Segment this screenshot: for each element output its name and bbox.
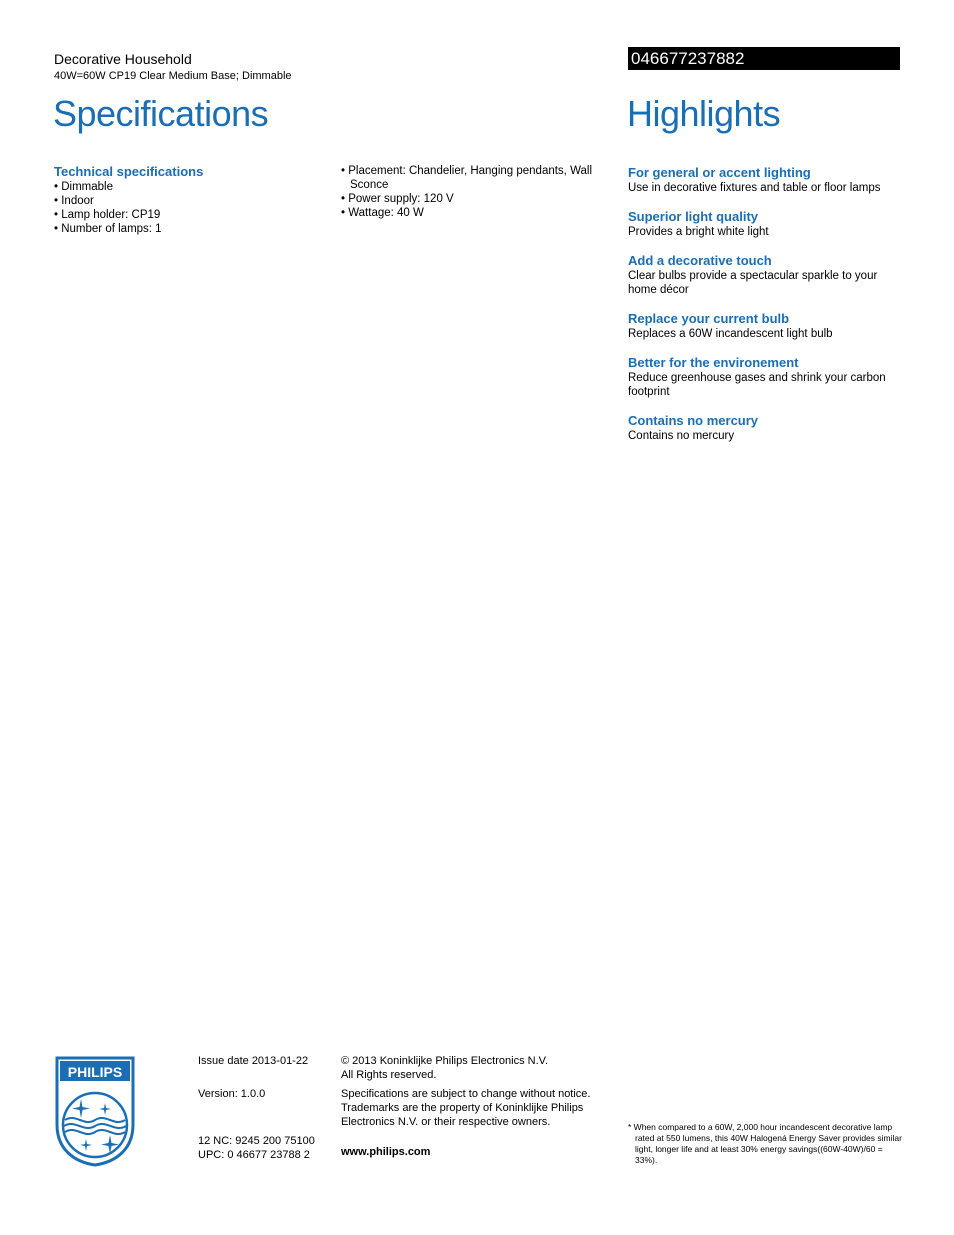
highlight-item — [628, 165, 900, 195]
footnote: * When compared to a 60W, 2,000 hour incandescent decorative lamp rated at 550 lumens, this 40W Halogená Energy Saver provides similar light, longer life and at least 30% energy savings((60W-40W)/60 = 33%). — [628, 1122, 902, 1165]
spec-column-2 — [341, 164, 601, 220]
copyright: © 2013 Koninklijke Philips Electronics N.V. — [341, 1055, 549, 1067]
tech-spec-heading: Technical specifications — [54, 164, 204, 179]
spec-item: • Power supply: 120 V — [341, 192, 601, 206]
legal-notice: Specifications are subject to change without notice. Trademarks are the property of Koninklijke Philips Electronics N.V. or their respective owners. — [341, 1088, 591, 1128]
highlight-item — [628, 311, 900, 341]
website-link[interactable]: www.philips.com — [341, 1146, 431, 1158]
logo-wordmark: PHILIPS — [67, 1064, 123, 1080]
spec-list-2 — [341, 164, 601, 220]
highlight-item — [628, 209, 900, 239]
highlight-text: Reduce greenhouse gases and shrink your carbon footprint — [628, 372, 886, 398]
footer-legal — [341, 1054, 603, 1159]
philips-shield-logo — [54, 1055, 136, 1167]
upc-number: UPC: 0 46677 23788 2 — [198, 1149, 310, 1161]
highlight-item — [628, 253, 900, 297]
highlight-heading: Contains no mercury — [628, 413, 759, 428]
highlights-title: Highlights — [627, 93, 781, 134]
spec-item: • Placement: Chandelier, Hanging pendants, Wall Sconce — [341, 164, 601, 192]
highlights-list — [628, 165, 900, 457]
highlight-heading: Better for the environement — [628, 355, 799, 370]
product-name: Decorative Household — [54, 51, 192, 67]
spec-list-1 — [54, 180, 314, 236]
highlight-text: Contains no mercury — [628, 430, 735, 442]
highlight-text: Replaces a 60W incandescent light bulb — [628, 328, 833, 340]
highlight-heading: Replace your current bulb — [628, 311, 790, 326]
nc-number: 12 NC: 9245 200 75100 — [198, 1135, 315, 1147]
specifications-title: Specifications — [53, 93, 269, 134]
spec-item: • Wattage: 40 W — [341, 206, 601, 220]
product-subtitle: 40W=60W CP19 Clear Medium Base; Dimmable — [54, 70, 292, 82]
issue-date: Issue date 2013-01-22 — [198, 1055, 309, 1067]
highlight-heading: Superior light quality — [628, 209, 759, 224]
spec-item: • Number of lamps: 1 — [54, 222, 314, 236]
version: Version: 1.0.0 — [198, 1088, 266, 1100]
highlight-item — [628, 413, 900, 443]
highlight-item — [628, 355, 900, 399]
spec-column-1 — [54, 164, 314, 236]
footer-meta — [198, 1054, 333, 1162]
rights: All Rights reserved. — [341, 1069, 437, 1081]
highlight-heading: Add a decorative touch — [628, 253, 772, 268]
highlight-heading: For general or accent lighting — [628, 165, 811, 180]
spec-item: • Lamp holder: CP19 — [54, 208, 314, 222]
spec-item: • Indoor — [54, 194, 314, 208]
product-code-bar: 046677237882 — [628, 47, 900, 70]
highlight-text: Provides a bright white light — [628, 226, 769, 238]
highlight-text: Use in decorative fixtures and table or floor lamps — [628, 182, 881, 194]
highlight-text: Clear bulbs provide a spectacular sparkle to your home décor — [628, 270, 878, 296]
spec-item: • Dimmable — [54, 180, 314, 194]
